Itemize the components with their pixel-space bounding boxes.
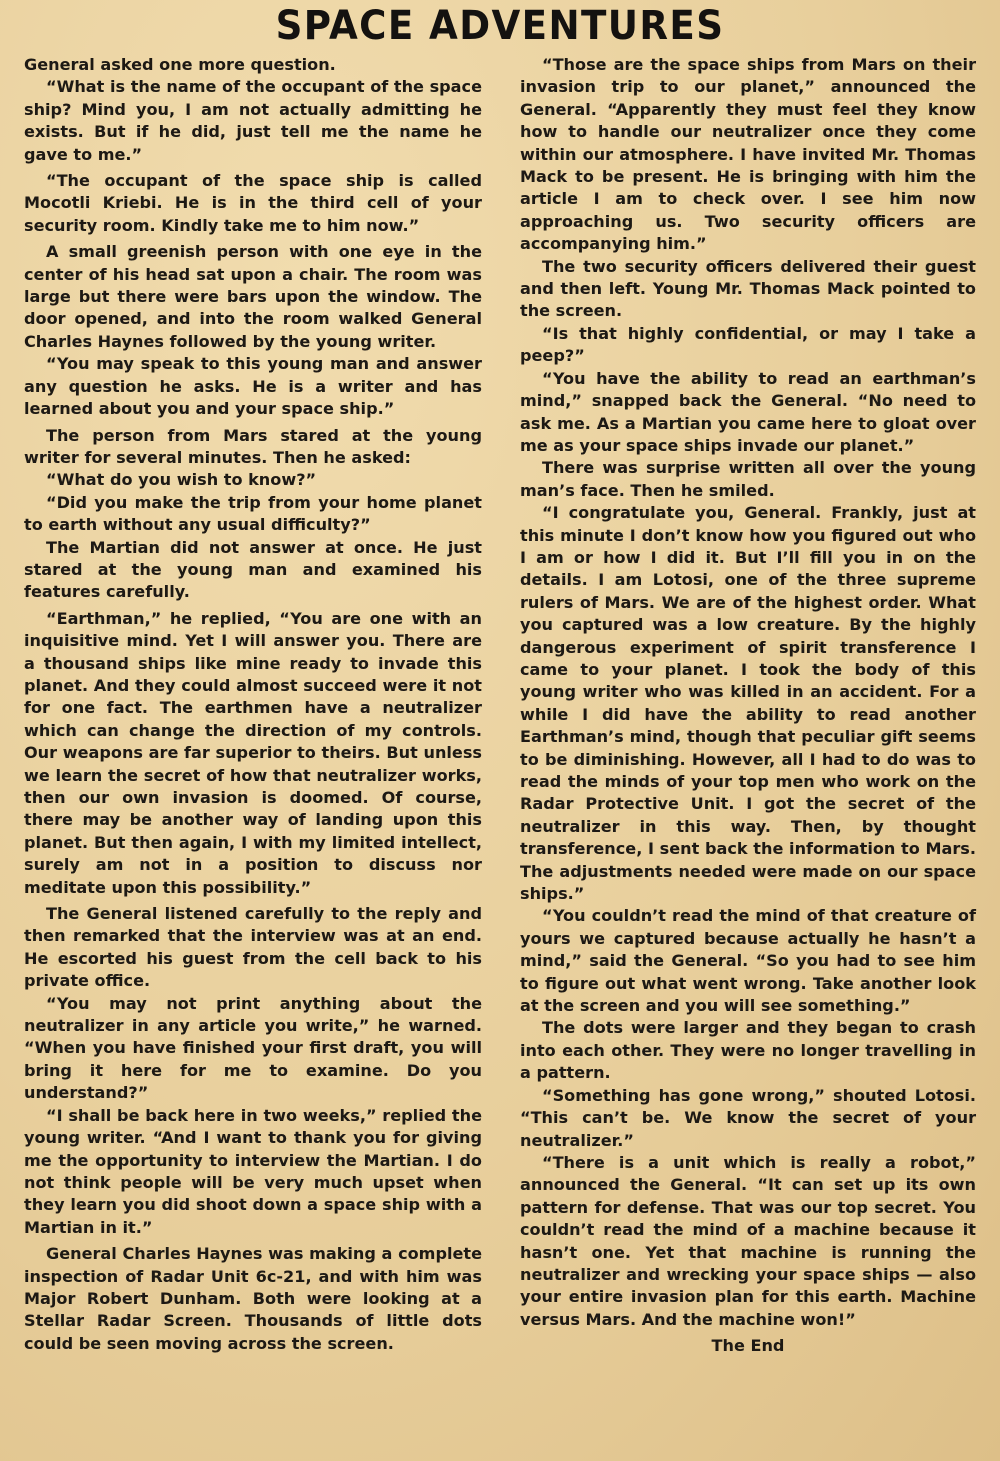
page-title: SPACE ADVENTURES	[275, 3, 725, 49]
the-end-label: The End	[711, 1336, 785, 1356]
paragraph: A small greenish person with one eye in the center of his head sat upon a chair. The room was large but there were bars upon the window. The door opened, and into the room walked General Charles Haynes followed by the young writer.	[24, 242, 482, 351]
paragraph: The General listened carefully to the reply and then remarked that the interview was at an end. He escorted his guest from the cell back to his private office.	[24, 904, 482, 991]
paragraph: “I congratulate you, General. Frankly, just at this minute I don’t know how you figured out who I am or how I did it. But I’ll fill you in on the details. I am Lotosi, one of the three supreme rulers of Mars. We are of the highest order. What you captured was a low creature. By the highly dangerous experiment of spirit transference I came to your planet. I took the body of this young writer who was killed in an accident. For a while I did have the ability to read another Earthman’s mind, though that peculiar gift seems to be diminishing. However, all I had to do was to read the minds of your top men who work on the Radar Protective Unit. I got the secret of the neutralizer in this way. Then, by thought transference, I sent back the information to Mars. The adjustments needed were made on our space ships.”	[520, 503, 976, 904]
paragraph: “You couldn’t read the mind of that creature of yours we captured because actually he hasn’t a mind,” said the General. “So you had to see him to figure out what went wrong. Take another look at the screen and you will see something.”	[520, 906, 976, 1016]
paragraph: The Martian did not answer at once. He just stared at the young man and examined his features carefully.	[24, 537, 482, 602]
paragraph: General Charles Haynes was making a complete inspection of Radar Unit 6c-21, and with him was Major Robert Dunham. Both were looking at a Stellar Radar Screen. Thousands of little dots could be seen moving across the screen.	[24, 1244, 482, 1353]
paragraph: “You may speak to this young man and answer any question he asks. He is a writer and has learned about you and your space ship.”	[24, 354, 482, 419]
paragraph: “You may not print anything about the neutralizer in any article you write,” he warned. “When you have finished your first draft, you will bring it here for me to examine. Do you understand?”	[24, 993, 482, 1103]
paragraph: “Did you make the trip from your home planet to earth without any usual difficulty?”	[24, 492, 482, 535]
paragraph: General asked one more question.	[24, 55, 336, 74]
paragraph: “Is that highly confidential, or may I take a peep?”	[520, 323, 976, 366]
paragraph: “Something has gone wrong,” shouted Lotosi. “This can’t be. We know the secret of your neutralizer.”	[520, 1085, 976, 1150]
paragraph: The dots were larger and they began to crash into each other. They were no longer travelling in a pattern.	[520, 1018, 976, 1083]
paragraph: The two security officers delivered their guest and then left. Young Mr. Thomas Mack pointed to the screen.	[520, 256, 976, 321]
paragraph: “The occupant of the space ship is called Mocotli Kriebi. He is in the third cell of your security room. Kindly take me to him now.”	[24, 171, 482, 235]
paragraph: “Those are the space ships from Mars on their invasion trip to our planet,” announced the General. “Apparently they must feel they know how to handle our neutralizer once they come within our atmosphere. I have invited Mr. Thomas Mack to be present. He is bringing with him the article I am to check over. I see him now approaching us. Two security officers are accompanying him.”	[520, 55, 976, 254]
paragraph: The person from Mars stared at the young writer for several minutes. Then he asked:	[24, 425, 482, 467]
paragraph: “What do you wish to know?”	[46, 470, 317, 490]
paragraph: “What is the name of the occupant of the space ship? Mind you, I am not actually admitting he exists. But if he did, just tell me the name he gave to me.”	[24, 77, 482, 164]
paragraph: “Earthman,” he replied, “You are one with an inquisitive mind. Yet I will answer you. There are a thousand ships like mine ready to invade this planet. And they could almost succeed were it not for one fact. The earthmen have a neutralizer which can change the direction of my controls. Our weapons are far superior to theirs. But unless we learn the secret of how that neutralizer works, then our own invasion is doomed. Of course, there may be another way of landing upon this planet. But then again, I with my limited intellect, surely am not in a position to discuss nor meditate upon this possibility.”	[24, 608, 482, 897]
paragraph: “I shall be back here in two weeks,” replied the young writer. “And I want to thank you for giving me the opportunity to interview the Martian. I do not think people will be very much upset when they learn you did shoot down a space ship with a Martian in it.”	[24, 1105, 482, 1237]
paragraph: “There is a unit which is really a robot,” announced the General. “It can set up its own pattern for defense. That was our top secret. You couldn’t read the mind of a machine because it hasn’t one. Yet that machine is running the neutralizer and wrecking your space ships — also your entire invasion plan for this earth. Machine versus Mars. And the machine won!”	[520, 1152, 976, 1329]
right-column	[520, 54, 976, 1358]
paragraph: “You have the ability to read an earthman’s mind,” snapped back the General. “No need to ask me. As a Martian you came here to gloat over me as your space ships invade our planet.”	[520, 368, 976, 455]
left-column	[24, 54, 482, 1355]
paragraph: There was surprise written all over the young man’s face. Then he smiled.	[520, 458, 976, 500]
